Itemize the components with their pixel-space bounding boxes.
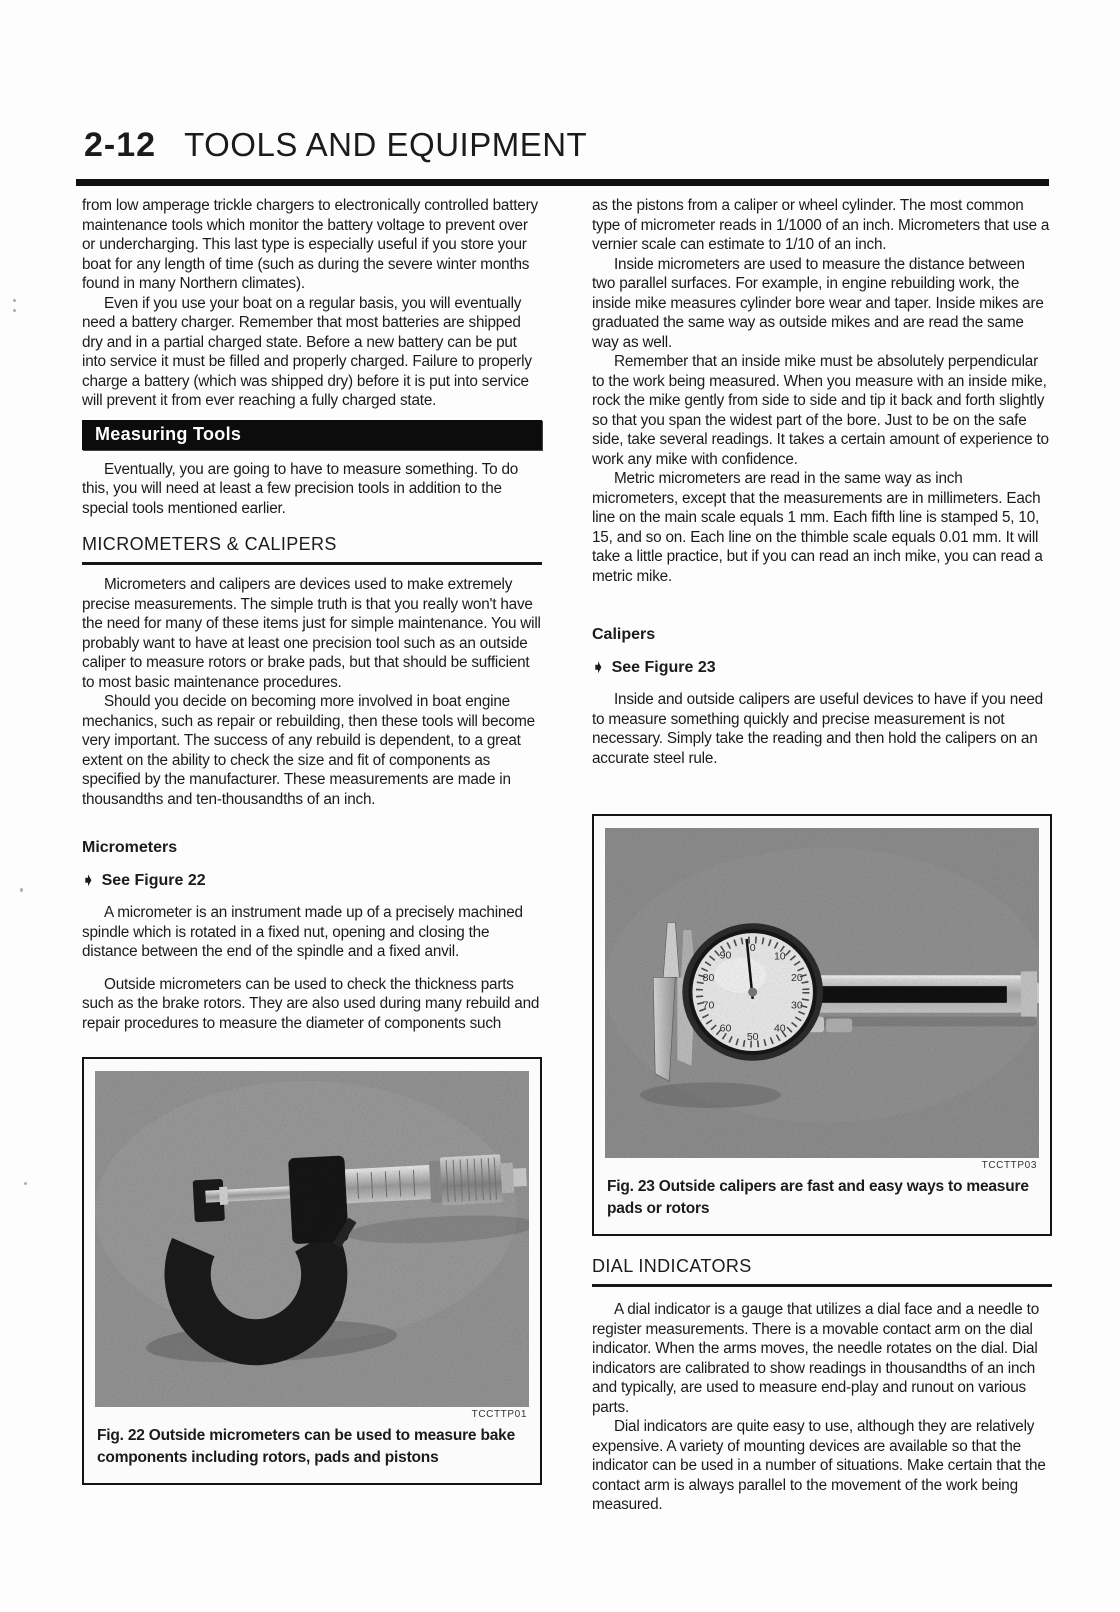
dial-label: 10 (773, 951, 786, 963)
page-title: TOOLS AND EQUIPMENT (184, 126, 588, 163)
paragraph: Metric micrometers are read in the same way as inch micrometers, except that the measurements are in millimeters. Each line on the main scale equals 1 mm. Each fifth line is stamped 5, 10, 15, and so on. Each line on the thimble scale equals 0.01 mm. It will take a little practice, but if you can read an inch mike, you can read a metric mike. (592, 470, 1043, 585)
subsection-micrometers-calipers: MICROMETERS & CALIPERS (82, 534, 337, 554)
figure-23-credit: TCCTTP03 (981, 1160, 1037, 1171)
paragraph: from low amperage trickle chargers to electronically controlled battery maintenance tools which monitor the battery voltage to prevent over or undercharging. This last type is especially useful if you store your boat for any length of time (such as during the severe winter months found in many Northern climates). (82, 197, 538, 292)
see-figure-pointer-icon: ➧ (592, 659, 605, 676)
dial-label: 0 (749, 942, 756, 954)
paragraph: A micrometer is an instrument made up of a precisely machined spindle which is rotated in a fixed nut, opening and closing the distance between the end of the spindle and a fixed anvil. (82, 904, 523, 960)
figure-22-photo-micrometer (95, 1071, 529, 1407)
section-bar-label: Measuring Tools (95, 423, 242, 444)
header-rule (76, 179, 1049, 186)
page-number: 2-12 (84, 126, 157, 164)
dial-label: 90 (719, 950, 732, 962)
paragraph: Outside micrometers can be used to check the thickness parts such as the brake rotors. They are also used during many rebuild and repair procedures to measure the diameter of components such (82, 975, 540, 1032)
paragraph: as the pistons from a caliper or wheel cylinder. The most common type of micrometer reads in 1/1000 of an inch. Micrometers that use a vernier scale can estimate to 1/10 of an inch. (592, 197, 1050, 253)
see-figure-23-label: See Figure 23 (611, 659, 716, 676)
right-column (592, 196, 1052, 1515)
dial-label: 80 (702, 973, 715, 985)
dial-label: 60 (719, 1023, 732, 1035)
calipers-heading: Calipers (592, 626, 656, 643)
paragraph: Remember that an inside mike must be absolutely perpendicular to the work being measured. When you measure with an inside mike, rock the mike gently from side to side and tip it back and forth slightly so that you span the widest part of the bore. Just to be on the safe side, take several readings. It takes a certain amount of experience to work any mike with confidence. (592, 353, 1049, 468)
dial-label: 40 (773, 1023, 786, 1035)
paragraph: Dial indicators are quite easy to use, although they are relatively expensive. A variety of mounting devices are available so that the indicator can be used in a number of situations. Make certain that the contact arm is always parallel to the movement of the work being measured. (592, 1418, 1046, 1513)
paragraph: Eventually, you are going to have to measure something. To do this, you will need at least a few precision tools in addition to the special tools mentioned earlier. (82, 460, 519, 517)
dial-indicators-heading: DIAL INDICATORS (592, 1256, 752, 1276)
scan-speck (13, 299, 16, 302)
figure-23-caption: Fig. 23 Outside calipers are fast and easy ways to measure pads or rotors (607, 1178, 1029, 1217)
left-column (82, 196, 542, 1485)
figure-22 (82, 1057, 542, 1485)
see-figure-22-label: See Figure 22 (101, 872, 206, 889)
paragraph: Even if you use your boat on a regular basis, you will eventually need a battery charger. Remember that most batteries are shipped dry and in a partial charged state. Before a new battery can be put into service it must be filled and properly charged. Failure to properly charge a battery (which was shipped dry) before it is put into service will prevent it from ever reaching a fully charged state. (82, 294, 532, 409)
figure-23-photo-dial-caliper (605, 828, 1039, 1158)
scan-speck (24, 1182, 27, 1185)
section-bar-measuring-tools (82, 420, 542, 450)
paragraph: Should you decide on becoming more involved in boat engine mechanics, such as repair or rebuilding, then these tools will become very important. The success of any rebuild is dependent, to a great extent on the ability to check the size and fit of components as specified by the manufacturer. These measurements are made in thousandths and ten-thousandths of an inch. (82, 693, 535, 808)
see-figure-22-reference (82, 871, 542, 890)
see-figure-23-reference (592, 658, 1052, 677)
subsection-rule (82, 562, 542, 565)
page-header (84, 126, 587, 165)
dial-label: 20 (791, 973, 803, 985)
dial-label: 70 (702, 1000, 715, 1012)
paragraph: Micrometers and calipers are devices used to make extremely precise measurements. The simple truth is that you really won't have the need for many of these items just for simple maintenance. You will probably want to have at least one precision tool such as an outside caliper to measure rotors or brake pads, but that should be sufficient to most basic maintenance procedures. (82, 576, 541, 691)
see-figure-pointer-icon: ➧ (82, 872, 95, 889)
figure-23 (592, 814, 1052, 1236)
dial-label: 30 (791, 1000, 803, 1012)
figure-22-caption: Fig. 22 Outside micrometers can be used to measure bake components including rotors, pads and pistons (97, 1427, 515, 1466)
paragraph: A dial indicator is a gauge that utilizes a dial face and a needle to register measurements. There is a movable contact arm on the dial indicator. When the arms moves, the needle rotates on the dial. Dial indicators are calibrated to show readings in thousandths of an inch and typically, are used to measure end-play and runout on various parts. (592, 1301, 1040, 1416)
figure-22-credit: TCCTTP01 (471, 1409, 527, 1420)
dial-label: 50 (746, 1032, 759, 1044)
scan-speck (20, 888, 23, 892)
paragraph: Inside and outside calipers are useful devices to have if you need to measure something quickly and precise measurement is not necessary. Simply take the reading and then hold the calipers on an accurate steel rule. (592, 691, 1043, 767)
micrometers-heading: Micrometers (82, 839, 178, 856)
dial-indicators-rule (592, 1284, 1052, 1287)
paragraph: Inside micrometers are used to measure the distance between two parallel surfaces. For example, in engine rebuilding work, the inside mike measures cylinder bore wear and taper. Inside mikes are graduated the same way as outside mikes and are read the same way as well. (592, 255, 1044, 351)
scan-speck (13, 309, 16, 312)
